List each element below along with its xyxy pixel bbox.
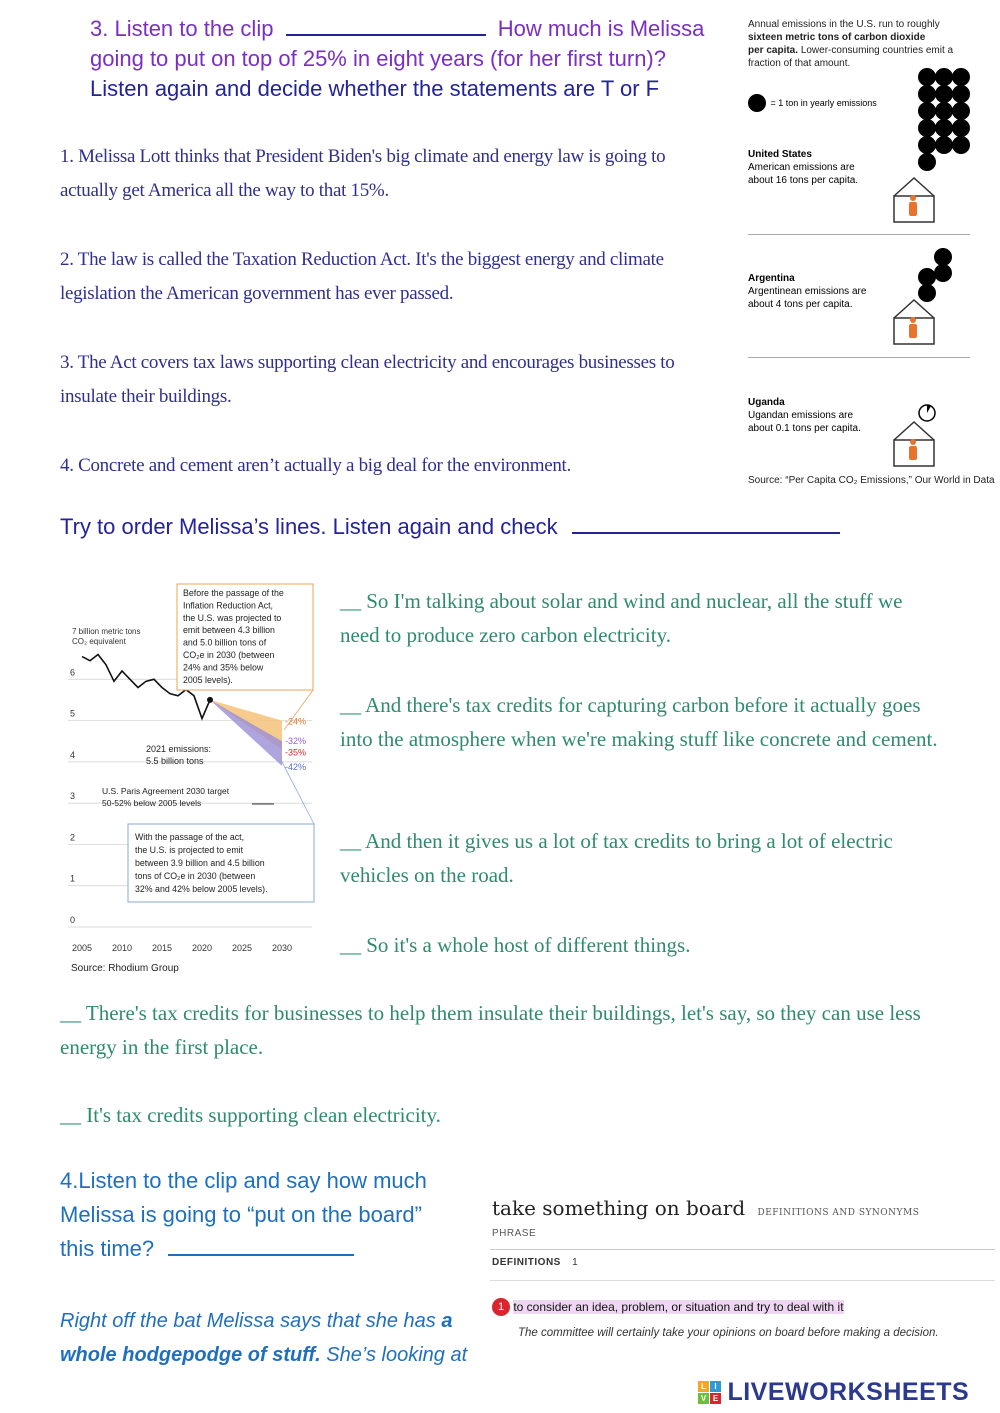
liveworksheets-logo (698, 1378, 969, 1407)
x-tick-label: 2025 (231, 943, 253, 953)
house-icon (892, 176, 936, 224)
statement-3: 3. The Act covers tax laws supporting clean electricity and encourages businesses to insulate their buildings. (60, 352, 675, 407)
country-us (748, 148, 878, 187)
annotation-line: U.S. Paris Agreement 2030 target (102, 786, 230, 796)
y-tick-label: 6 (70, 667, 76, 678)
house-icon (892, 420, 936, 468)
country-desc: Ugandan emissions are about 0.1 tons per capita. (748, 410, 861, 434)
definitions-label-text: DEFINITIONS (492, 1257, 561, 1268)
x-tick-label: 2005 (71, 943, 93, 953)
divider (490, 1280, 995, 1281)
ton-dot (935, 102, 953, 120)
divider (748, 357, 970, 358)
logo-text: LIVEWORKSHEETS (727, 1378, 970, 1406)
question-4 (60, 1164, 460, 1266)
annotation-line: the U.S. was projected to (183, 612, 282, 623)
ton-dot (935, 68, 953, 86)
y-tick-label: 2 (70, 832, 76, 843)
q4-text: 4.Listen to the clip and say how much Melissa is going to “put on the board” this time? (60, 1168, 427, 1261)
divider (748, 234, 970, 235)
country-desc: Argentinean emissions are about 4 tons per capita. (748, 286, 867, 310)
dict-tag: DEFINITIONS AND SYNONYMS (757, 1208, 920, 1218)
annotation-line: 24% and 35% below (183, 662, 264, 673)
y-tick-label: 0 (70, 915, 76, 925)
country-argentina (748, 272, 878, 311)
ton-dot (952, 136, 970, 154)
country-uganda (748, 396, 878, 435)
definition-number-badge: 1 (492, 1298, 510, 1316)
projection-label: -32% (285, 736, 307, 747)
x-tick-label: 2015 (151, 943, 173, 953)
house-icon (892, 298, 936, 346)
q3-part3: Listen again and decide whether the statements are T or F (90, 76, 660, 101)
ton-dot (918, 153, 936, 171)
annotation-line: Before the passage of the (183, 588, 284, 598)
annotation-line: Inflation Reduction Act, (183, 600, 273, 611)
marker-2021 (207, 697, 213, 703)
dict-phrase: PHRASE (492, 1228, 537, 1239)
country-name: Uganda (748, 397, 785, 408)
ton-dot (935, 85, 953, 103)
ton-dot (934, 264, 952, 282)
chart-source: Source: Rhodium Group (71, 963, 179, 974)
ton-dot (918, 119, 936, 137)
annotation-line: the U.S. is projected to emit (135, 845, 244, 855)
annotation-line: emit between 4.3 billion (183, 625, 275, 636)
ton-dot (918, 102, 936, 120)
annotation-line: With the passage of the act, (135, 832, 245, 842)
legend-text: = 1 ton in yearly emissions (770, 98, 877, 108)
annotation-line: tons of CO₂e in 2030 (between (135, 871, 256, 881)
x-tick-label: 2030 (271, 943, 293, 953)
annotation-line: and 5.0 billion tons of (183, 637, 267, 648)
ton-dot (952, 102, 970, 120)
projection-label: -35% (285, 747, 307, 758)
annotation-line: 32% and 42% below 2005 levels). (135, 884, 268, 894)
order-line-3: __ And then it gives us a lot of tax credits to bring a lot of electric vehicles on the road. (340, 829, 893, 887)
ton-dot (952, 119, 970, 137)
order-line-6: __ It's tax credits supporting clean electricity. (60, 1103, 441, 1127)
country-name: Argentina (748, 273, 795, 284)
emissions-infographic (748, 18, 993, 70)
dictionary-entry (492, 1196, 919, 1220)
q3-part2: How much is Melissa going to put on top of 25% in eight years (for her first turn)? (90, 16, 705, 71)
y-tick-label: 5 (70, 708, 76, 719)
dict-example: The committee will certainly take your opinions on board before making a decision. (518, 1327, 939, 1339)
y-tick-label: 4 (70, 749, 76, 760)
x-tick-label: 2010 (111, 943, 133, 953)
ton-dot (935, 119, 953, 137)
ton-dot (918, 68, 936, 86)
chart-ylabel: 7 billion metric tons CO₂ equivalent (72, 627, 141, 646)
order-line-4: __ So it's a whole host of different things. (340, 933, 691, 957)
emissions-chart (62, 580, 324, 980)
annotation-line: between 3.9 billion and 4.5 billion (135, 858, 265, 868)
info-intro-3: per capita. (748, 45, 799, 56)
order-heading-text: Try to order Melissa’s lines. Listen again and check (60, 514, 558, 539)
legend (748, 94, 877, 112)
x-tick-label: 2020 (191, 943, 213, 953)
order-line-2: __ And there's tax credits for capturing carbon before it actually goes into the atmosphere when we're making stuff like concrete and cement. (340, 693, 938, 751)
statement-2: 2. The law is called the Taxation Reduction Act. It's the biggest energy and climate legislation the American government has ever passed. (60, 249, 664, 304)
annotation-line: 2005 levels). (183, 674, 233, 685)
italic-text-1: Right off the bat Melissa says that she has (60, 1310, 436, 1332)
annotation-line: 5.5 billion tons (146, 756, 204, 766)
country-name: United States (748, 149, 812, 160)
annotation-line: CO₂e in 2030 (between (183, 650, 275, 660)
statement-1: 1. Melissa Lott thinks that President Biden's big climate and energy law is going to actually get America all the way to that 15%. (60, 146, 666, 201)
country-desc: American emissions are about 16 tons per capita. (748, 162, 859, 186)
info-intro-2: sixteen metric tons of carbon dioxide (748, 32, 926, 43)
ton-dot (935, 136, 953, 154)
divider (490, 1249, 995, 1250)
annotation-line: 2021 emissions: (146, 744, 212, 754)
y-tick-label: 3 (70, 791, 76, 802)
answer-blank[interactable] (572, 512, 840, 534)
projection-label: -42% (285, 761, 307, 772)
logo-icon: L I V E (698, 1381, 721, 1404)
info-intro-4: Lower-consuming countries emit a fraction of that amount. (748, 45, 954, 69)
dict-definition (492, 1298, 844, 1316)
legend-dot-icon (748, 94, 766, 112)
ton-dot (952, 85, 970, 103)
answer-blank[interactable] (168, 1234, 354, 1256)
annotation-line: 50-52% below 2005 levels (102, 798, 202, 808)
dict-definitions-label (492, 1257, 578, 1268)
info-source: Source: “Per Capita CO₂ Emissions,” Our World in Data (748, 475, 995, 486)
order-line-5: __ There's tax credits for businesses to help them insulate their buildings, let's say, so they can use less energy in the first place. (60, 1001, 921, 1059)
italic-paragraph (60, 1304, 480, 1372)
projection-label: -24% (285, 716, 307, 727)
definitions-count: 1 (572, 1257, 579, 1268)
italic-bold: a whole hodgepodge of stuff. (60, 1310, 453, 1366)
statement-4: 4. Concrete and cement aren’t actually a big deal for the environment. (60, 455, 571, 476)
y-tick-label: 1 (70, 873, 76, 884)
order-heading (60, 512, 840, 540)
info-intro-1: Annual emissions in the U.S. run to roughly (748, 19, 940, 30)
order-line-1: __ So I'm talking about solar and wind and nuclear, all the stuff we need to produce zero carbon electricity. (340, 589, 903, 647)
definition-text: to consider an idea, problem, or situation and try to deal with it (513, 1300, 844, 1314)
answer-blank[interactable] (286, 14, 486, 36)
italic-text-2: She’s looking at (326, 1344, 468, 1366)
ton-dot (952, 68, 970, 86)
ton-dot (918, 136, 936, 154)
question-3-heading (90, 14, 720, 104)
dict-title: take something on board (492, 1196, 746, 1220)
q3-part1: 3. Listen to the clip (90, 16, 274, 41)
ton-dot (918, 85, 936, 103)
